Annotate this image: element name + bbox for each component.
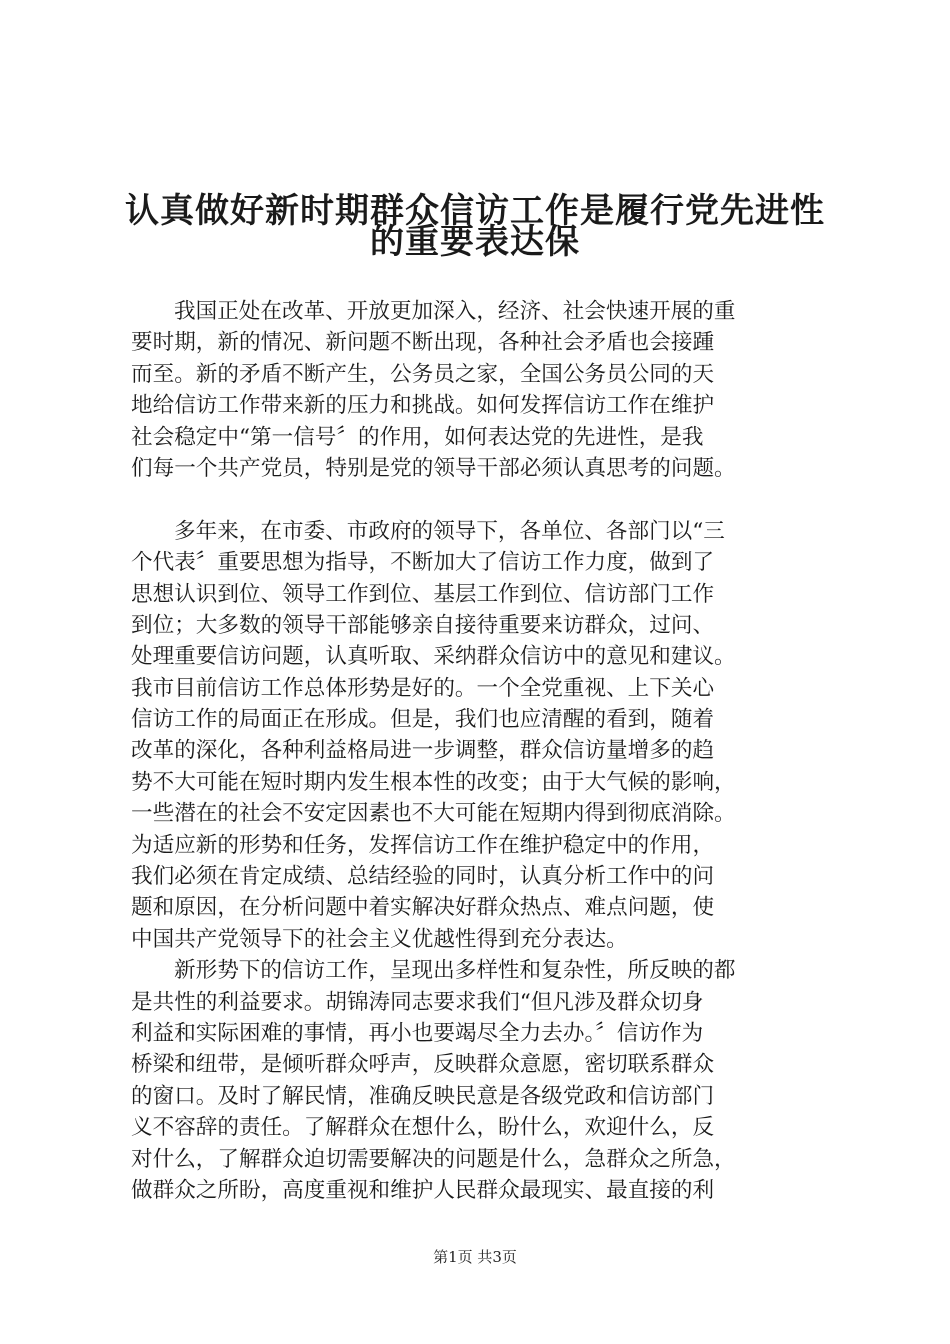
page-number-footer: 第1页 共3页 [433, 1248, 517, 1266]
paragraph-line: 信访工作的局面正在形成。但是，我们也应清醒的看到，随着 [131, 707, 715, 733]
paragraph-line: 是共性的利益要求。胡锦涛同志要求我们“但凡涉及群众切身 [131, 989, 704, 1015]
document-title-line-1: 认真做好新时期群众信访工作是履行党先进性 [125, 191, 825, 231]
paragraph-3 [131, 955, 831, 1206]
paragraph-line: 做群众之所盼，高度重视和维护人民群众最现实、最直接的利 [131, 1177, 715, 1203]
paragraph-1 [131, 296, 831, 484]
document-body [131, 296, 831, 1206]
paragraph-spacer [131, 484, 831, 515]
paragraph-line: 利益和实际困难的事情，再小也要竭尽全力去办。〞信访作为 [131, 1020, 704, 1046]
paragraph-line: 一些潜在的社会不安定因素也不大可能在短期内得到彻底消除。 [131, 801, 736, 827]
paragraph-line: 而至。新的矛盾不断产生，公务员之家，全国公务员公同的天 [131, 361, 715, 387]
paragraph-line: 处理重要信访问题，认真听取、采纳群众信访中的意见和建议。 [131, 644, 736, 670]
paragraph-line: 思想认识到位、领导工作到位、基层工作到位、信访部门工作 [131, 581, 715, 607]
paragraph-line: 社会稳定中“第一信号〞的作用，如何表达党的先进性，是我 [131, 424, 704, 450]
paragraph-line: 中国共产党领导下的社会主义优越性得到充分表达。 [131, 926, 628, 952]
paragraph-line: 为适应新的形势和任务，发挥信访工作在维护稳定中的作用， [131, 832, 715, 858]
paragraph-line: 改革的深化，各种利益格局进一步调整，群众信访量增多的趋 [131, 738, 715, 764]
paragraph-line: 题和原因，在分析问题中着实解决好群众热点、难点问题，使 [131, 895, 715, 921]
paragraph-line: 要时期，新的情况、新问题不断出现，各种社会矛盾也会接踵 [131, 330, 715, 356]
paragraph-line: 们每一个共产党员，特别是党的领导干部必须认真思考的问题。 [131, 455, 736, 481]
paragraph-line: 我们必须在肯定成绩、总结经验的同时，认真分析工作中的问 [131, 864, 715, 890]
paragraph-line: 多年来，在市委、市政府的领导下，各单位、各部门以“三 [174, 518, 725, 544]
document-title-line-2: 的重要表达保 [370, 222, 580, 262]
paragraph-line: 义不容辞的责任。了解群众在想什么，盼什么，欢迎什么，反 [131, 1115, 715, 1141]
paragraph-line: 的窗口。及时了解民情，准确反映民意是各级党政和信访部门 [131, 1083, 715, 1109]
paragraph-line: 到位；大多数的领导干部能够亲自接待重要来访群众，过问、 [131, 612, 715, 638]
paragraph-2 [131, 516, 831, 955]
paragraph-line: 地给信访工作带来新的压力和挑战。如何发挥信访工作在维护 [131, 393, 715, 419]
paragraph-line: 新形势下的信访工作，呈现出多样性和复杂性，所反映的都 [174, 958, 736, 984]
paragraph-line: 势不大可能在短时期内发生根本性的改变；由于大气候的影响， [131, 769, 736, 795]
paragraph-line: 个代表〞重要思想为指导，不断加大了信访工作力度，做到了 [131, 550, 715, 576]
paragraph-line: 我国正处在改革、开放更加深入，经济、社会快速开展的重 [174, 299, 736, 324]
paragraph-line: 桥梁和纽带，是倾听群众呼声，反映群众意愿，密切联系群众 [131, 1052, 715, 1078]
paragraph-line: 对什么，了解群众迫切需要解决的问题是什么，急群众之所急， [131, 1146, 736, 1172]
paragraph-line: 我市目前信访工作总体形势是好的。一个全党重视、上下关心 [131, 675, 715, 701]
